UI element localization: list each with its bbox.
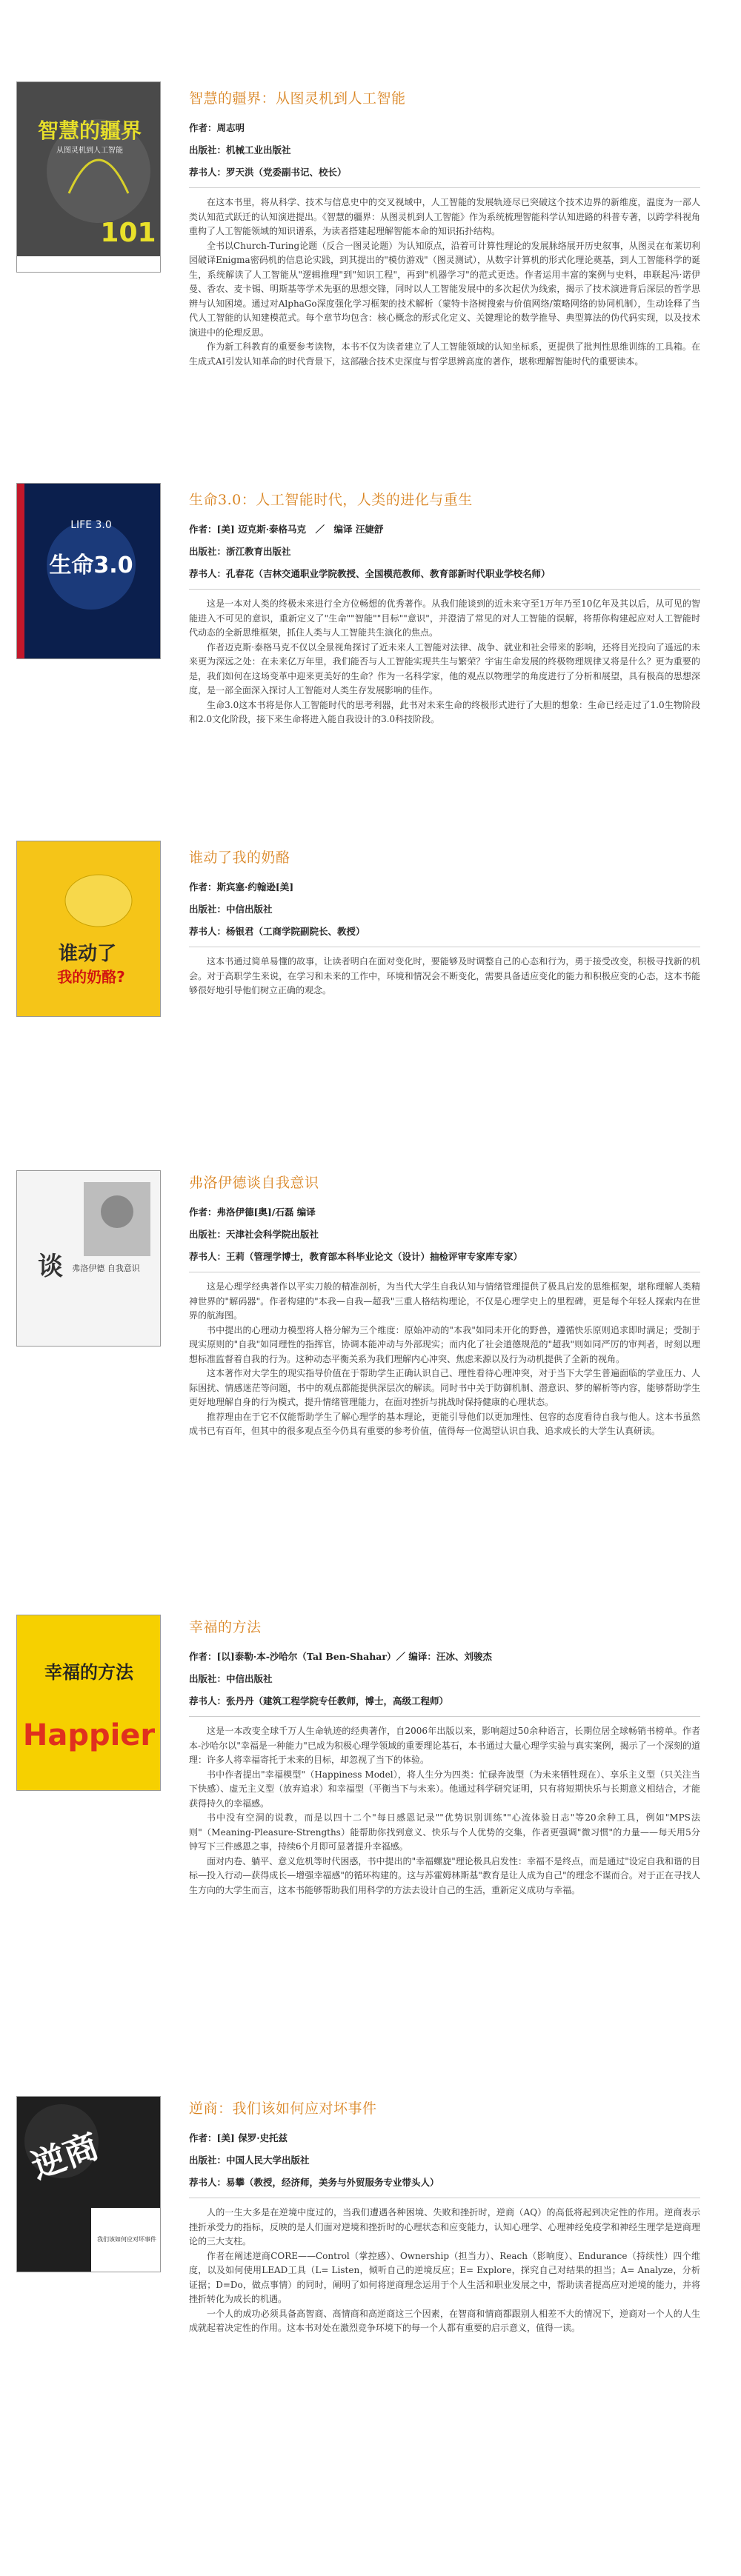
author-label: 作者： (189, 881, 217, 892)
cover-subtitle-text: 我们该如何应对坏事件 (97, 2236, 156, 2243)
book-title: 智慧的疆界：从图灵机到人工智能 (189, 90, 406, 107)
book-cover (16, 1170, 161, 1347)
cover-subtitle-text: 弗洛伊德 自我意识 (72, 1264, 140, 1273)
book-title: 谁动了我的奶酪 (189, 850, 290, 866)
book-title: 弗洛伊德谈自我意识 (189, 1175, 319, 1191)
book-title: 幸福的方法 (189, 1619, 262, 1635)
publisher-value: 浙江教育出版社 (226, 546, 291, 557)
recommender-value: 罗天洪（党委副书记、校长） (226, 167, 347, 178)
book-review-paragraph: 生命3.0这本书将是你人工智能时代的思考利器，此书对未来生命的终极形式进行了大胆的想象：生命已经走过了1.0生物阶段和2.0文化阶段，接下来生命将进入能自我设计的3.0科技阶段。 (189, 699, 700, 724)
divider (189, 589, 700, 590)
book-title: 逆商：我们该如何应对坏事件 (189, 2100, 377, 2117)
cover-number-text: 101 (100, 218, 156, 248)
book-recommender-row (189, 165, 700, 180)
publisher-value: 天津社会科学院出版社 (226, 1229, 319, 1240)
cover-title-text: 逆商 (26, 2125, 104, 2187)
book-info (189, 2098, 700, 2336)
book-review-paragraph: 作者迈克斯·泰格马克不仅以全景视角探讨了近未来人工智能对法律、战争、就业和社会带来的影响，还将目光投向了遥远的未来更为深远之处：在未来亿万年里，我们能否与人工智能实现共生与繁荣？宇宙生命发展的终极物理规律又将是什么？更为重要的是，我们如何在这场变革中迎来更美好的生命？作为一名科学家，他的观点以物理学的角度进行了分析和展望，具有极高的思想深度，是一部全面深入探讨人工智能对人类生存发展影响的佳作。 (189, 641, 700, 695)
book-author-row (189, 522, 700, 537)
book-info (189, 87, 700, 369)
cover-subtitle-text: 从图灵机到人工智能 (56, 147, 123, 155)
book-author-row (189, 1205, 700, 1220)
cover-subtitle-text: LIFE 3.0 (70, 519, 112, 531)
book-publisher-row (189, 2153, 700, 2168)
author-label: 作者： (189, 1651, 217, 1662)
book-info (189, 489, 700, 727)
author-label: 作者： (189, 1207, 217, 1218)
book-review-paragraph: 这是心理学经典著作以平实刀般的精准剖析，为当代大学生自我认知与情绪管理提供了极具启发的思维框架，堪称理解人类精神世界的"解码器"。作者构建的"本我—自我—超我"三重人格结构理论，不仅是心理学史上的里程碑，更是每个年轻人探索内在世界的航海图。 (189, 1281, 700, 1321)
book-review-paragraph: 面对内卷、躺平、意义危机等时代困惑，书中提出的"幸福螺旋"理论极具启发性：幸福不是终点，而是通过"设定自我和谐的目标—投入行动—获得成长—增强幸福感"的循环构建的。这与苏霍姆林斯基"教育是让人成为自己"的理念不谋而合。对于正在寻找人生方向的大学生而言，这本书能够帮助我们用科学的方法去设计自己的生活，重新定义成功与幸福。 (189, 1855, 700, 1895)
book-review-paragraph: 这本著作对大学生的现实指导价值在于帮助学生正确认识自己、理性看待心理冲突，对于当下大学生普遍面临的学业压力、人际困扰、情感迷茫等问题，书中的观点都能提供深层次的解读。同时书中关于防御机制、潜意识、梦的解析等内容，能够帮助学生更好地理解自身的行为模式，提升情绪管理能力，在面对挫折与挑战时保持健康的心理状态。 (189, 1368, 700, 1407)
recommender-label: 荐书人： (189, 568, 227, 579)
cover-title-text: 谁动了 (58, 943, 117, 965)
book-author-row (189, 880, 700, 895)
divider (189, 1716, 700, 1717)
cover-title-text: 谈 (38, 1252, 63, 1281)
book-review-paragraph: 作为新工科教育的重要参考读物，本书不仅为读者建立了人工智能领域的认知坐标系，更提供了批判性思维训练的工具箱。在生成式AI引发认知革命的时代背景下，这部融合技术史深度与哲学思辨高度的著作，堪称理解智能时代的重要读本。 (189, 341, 700, 367)
recommender-label: 荐书人： (189, 1251, 227, 1262)
book-info (189, 847, 700, 998)
book-title: 生命3.0：人工智能时代，人类的进化与重生 (189, 492, 473, 508)
recommender-value: 孔春花（吉林交通职业学院教授、全国模范教师、教育部新时代职业学校名师） (226, 568, 551, 579)
author-label: 作者： (189, 524, 217, 535)
publisher-label: 出版社： (189, 546, 227, 557)
book-author-row (189, 2131, 700, 2146)
author-label: 作者： (189, 2132, 217, 2143)
book-cover (16, 483, 161, 659)
publisher-label: 出版社： (189, 144, 227, 156)
book-review-paragraph: 书中没有空洞的说教，而是以四十二个"每日感恩记录""优势识别训练""心流体验日志"等20余种工具，例如"MPS法则"（Meaning-Pleasure-Strengths）能帮助你找到意义、快乐与个人优势的交集，作者更强调"微习惯"的力量——每天用5分钟写下三件感恩之事，持续6个月即可显著提升幸福感。 (189, 1812, 700, 1852)
author-value: 周志明 (216, 122, 245, 133)
book-publisher-row (189, 1672, 700, 1686)
book-cover (16, 1615, 161, 1791)
divider (189, 187, 700, 188)
book-info (189, 1172, 700, 1439)
book-review-paragraph: 这是一本对人类的终极未来进行全方位畅想的优秀著作。从我们能谈到的近未来守至1万年乃至10亿年及其以后，从可见的智能进入不可见的意识，重新定义了"生命""智能""目标""意识"，并澄清了常见的对人工智能的误解，将帮你构建起应对人工智能时代动态的全新思维框架，抓住人类与人工智能共生演化的焦点。 (189, 598, 700, 638)
author-value: [以]泰勒·本-沙哈尔（Tal Ben-Shahar）／ 编译：汪冰、刘骏杰 (216, 1651, 492, 1662)
book-review-paragraph: 人的一生大多是在逆境中度过的，当我们遭遇各种困境、失败和挫折时，逆商（AQ）的高低将起到决定性的作用。逆商表示挫折承受力的指标，反映的是人们面对逆境和挫折时的心理状态和应变能力，认知心理学、心理神经免疫学和神经生理学是逆商理论的三大支柱。 (189, 2207, 700, 2246)
book-review-paragraph: 这本书通过简单易懂的故事，让读者明白在面对变化时，要能够及时调整自己的心态和行为，勇于接受改变，积极寻找新的机会。对于高职学生来说，在学习和未来的工作中，环境和情况会不断变化，需要具备适应变化的能力和积极应变的心态，这本书能够很好地引导他们树立正确的观念。 (189, 956, 700, 995)
publisher-value: 中信出版社 (226, 1673, 273, 1684)
author-label: 作者： (189, 122, 217, 133)
book-cover-art (17, 1615, 161, 1791)
book-review-paragraph: 书中提出的心理动力模型将人格分解为三个维度：原始冲动的"本我"如同未开化的野兽，遵循快乐原则追求即时满足；受制于现实原则的"自我"如同理性的指挥官，协调本能冲动与外部现实；而内化了社会道德规范的"超我"则如同严厉的审判者，时刻以理想标准监督着自我的行为。这种动态平衡关系为我们理解内心冲突、焦虑来源以及行为动机提供了全新的视角。 (189, 1324, 700, 1364)
cover-title-text: 智慧的疆界 (37, 119, 142, 143)
cover-subtitle-text: 我的奶酪? (57, 968, 125, 986)
publisher-label: 出版社： (189, 1229, 227, 1240)
recommender-label: 荐书人： (189, 1695, 227, 1706)
publisher-label: 出版社： (189, 904, 227, 915)
publisher-value: 机械工业出版社 (226, 144, 291, 156)
book-recommender-row (189, 924, 700, 939)
recommender-label: 荐书人： (189, 167, 227, 178)
book-recommender-row (189, 1249, 700, 1264)
author-value: [美] 保罗·史托兹 (216, 2132, 288, 2143)
recommender-value: 易攀（教授，经济师，美务与外贸服务专业带头人） (226, 2177, 439, 2188)
publisher-label: 出版社： (189, 2155, 227, 2166)
cover-title-text: 生命3.0 (49, 553, 133, 578)
recommender-value: 张丹丹（建筑工程学院专任教师，博士，高级工程师） (226, 1695, 449, 1706)
book-cover (16, 2096, 161, 2272)
author-value: [美] 迈克斯·泰格马克 ／ 编译 汪婕舒 (216, 524, 384, 535)
book-author-row (189, 121, 700, 136)
book-review-paragraph: 这是一本改变全球千万人生命轨迹的经典著作，自2006年出版以来，影响超过50余种语言，长期位居全球畅销书榜单。作者本-沙哈尔以"幸福是一种能力"已成为积极心理学领域的重要理论基石，本书通过大量心理学实验与真实案例，揭示了一个深刻的道理：许多人将幸福寄托于未来的目标，却忽视了当下的体验。 (189, 1726, 700, 1765)
book-review-paragraph: 作者在阐述逆商CORE——Control（掌控感）、Ownership（担当力）、Reach（影响度）、Endurance（持续性）四个维度，以及如何使用LEAD工具（L= Listen，倾听自己的逆境反应；E= Explore，探究自己对结果的担当；A= Analyze，分析证据；D=Do，做点事情）的同时，阐明了如何将逆商理念运用于个人生活和职业发展之中，帮助读者提高应对逆境的能力，并将挫折转化为成长的机遇。 (189, 2250, 700, 2304)
book-recommender-row (189, 2175, 700, 2190)
book-review-paragraph: 全书以Church-Turing论题（反合一图灵论题）为认知原点，沿着可计算性理论的发展脉络展开历史叙事，从图灵在布莱切利园破译Enigma密码机的信息论实践，到其提出的"模仿游戏"（图灵测试），从数字计算机的形式化理论奠基，到人工智能科学的诞生，系统解读了人工智能从"逻辑推理"到"知识工程"，再到"机器学习"的范式更迭。作者运用丰富的案例与史料，串联起冯·诺伊曼、香农、麦卡锡、明斯基等学术先驱的思想交锋，同时以人工智能发展中的多次起伏为线索，揭示了技术演进背后深层的哲学思辨与认知困境。通过对AlphaGo深度强化学习框架的技术解析（蒙特卡洛树搜索与价值网络/策略网络的协同机制），生动诠释了当代人工智能的认知建模范式。每个章节均包含：核心概念的形式化定义、关键理论的数学推导、典型算法的伪代码实现，以及技术演进中的伦理反思。 (189, 240, 700, 338)
book-review-paragraph: 一个人的成功必须具备高智商、高情商和高逆商这三个因素，在智商和情商都跟别人相差不大的情况下，逆商对一个人的人生成就起着决定性的作用。这本书对处在激烈竞争环境下的每一个人都有重要的启示意义，值得一读。 (189, 2308, 700, 2333)
publisher-value: 中国人民大学出版社 (226, 2155, 310, 2166)
book-recommender-row (189, 567, 700, 581)
book-cover-art (17, 484, 161, 659)
publisher-label: 出版社： (189, 1673, 227, 1684)
cover-title-text: 幸福的方法 (44, 1662, 133, 1683)
book-publisher-row (189, 544, 700, 559)
publisher-value: 中信出版社 (226, 904, 273, 915)
recommender-value: 王莉（管理学博士，教育部本科毕业论文（设计）抽检评审专家库专家） (226, 1251, 523, 1262)
recommender-label: 荐书人： (189, 2177, 227, 2188)
book-info (189, 1616, 700, 1898)
book-cover-art (17, 841, 161, 1017)
book-author-row (189, 1649, 700, 1664)
recommender-label: 荐书人： (189, 926, 227, 937)
author-value: 弗洛伊德[奥]/石磊 编译 (216, 1207, 316, 1218)
book-publisher-row (189, 1227, 700, 1242)
book-cover-art (17, 2097, 161, 2272)
book-review-paragraph: 推荐理由在于它不仅能帮助学生了解心理学的基本理论，更能引导他们以更加理性、包容的态度看待自我与他人。这本书虽然成书已有百年，但其中的很多观点至今仍具有重要的参考价值，值得每一位渴望认识自我、追求成长的大学生认真研读。 (189, 1411, 700, 1436)
book-review-paragraph: 在这本书里，将从科学、技术与信息史中的交叉视域中，人工智能的发展轨迹尽已突破这个技术边界的新维度，温度为一部人类认知范式跃迁的认知演进提出。《智慧的疆界：从图灵机到人工智能》作为系统梳理智能科学认知进路的科普专著，以跨学科视角重构了人工智能领域的知识谱系，为读者搭建起理解智能本命的知识拓扑结构。 (189, 197, 701, 236)
book-publisher-row (189, 143, 700, 158)
author-value: 斯宾塞·约翰逊[美] (216, 881, 294, 892)
cover-subtitle-text: Happier (22, 1718, 156, 1752)
book-recommender-row (189, 1694, 700, 1709)
book-cover-art (17, 82, 161, 273)
book-review-paragraph: 书中作者提出"幸福模型"（Happiness Model），将人生分为四类：忙碌奔波型（为未来牺牲现在）、享乐主义型（只关注当下快感）、虚无主义型（放弃追求）和幸福型（平衡当下与未来）。他通过科学研究证明，只有将短期快乐与长期意义相结合，才能获得持久的幸福感。 (189, 1769, 700, 1809)
recommender-value: 杨银君（工商学院副院长、教授） (226, 926, 365, 937)
book-publisher-row (189, 902, 700, 917)
book-cover (16, 81, 161, 273)
book-cover-art (17, 1171, 161, 1347)
book-cover (16, 841, 161, 1017)
